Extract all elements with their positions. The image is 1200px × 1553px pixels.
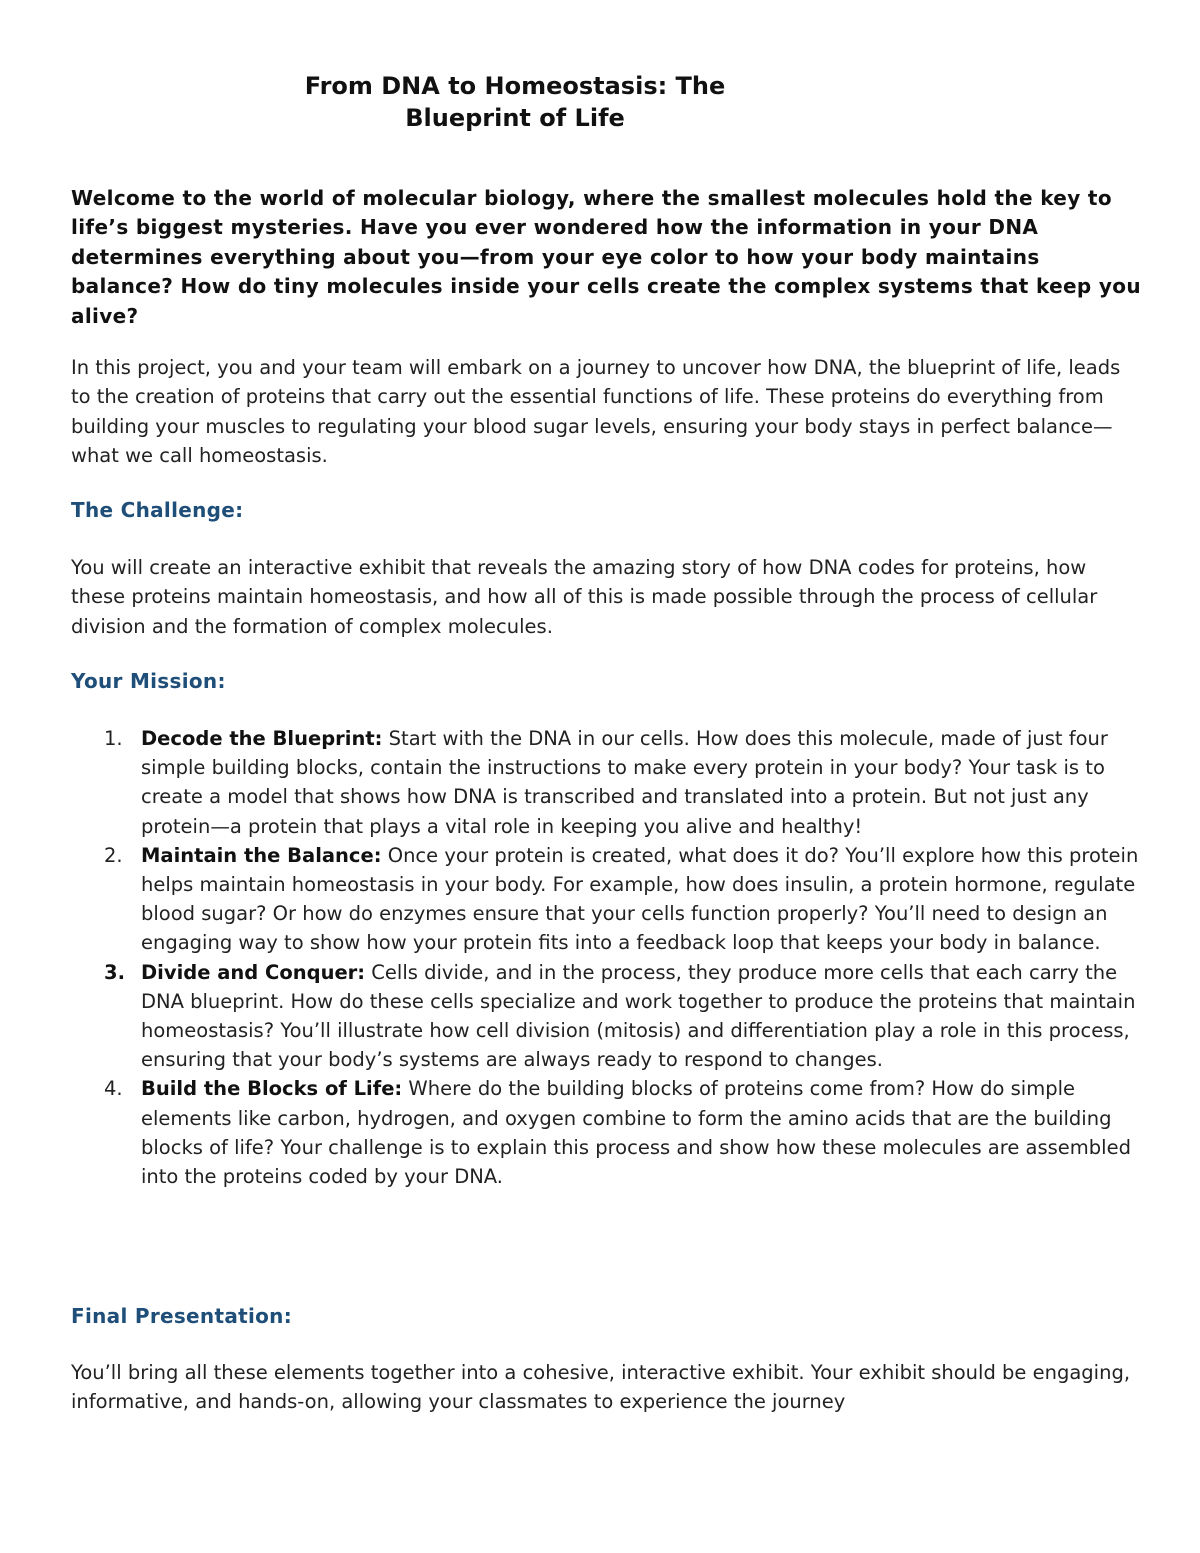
mission-item-lead: Decode the Blueprint: [141, 727, 383, 750]
title-line-2: Blueprint of Life [405, 104, 625, 132]
project-paragraph: In this project, you and your team will embark on a journey to uncover how DNA, the blueprint of life, leads to the creation of proteins that carry out the essential functions of life. These proteins do everything from building your muscles to regulating your blood sugar levels, ensuring your body stays in perfect balance—what we call homeostasis. [71, 356, 1121, 468]
mission-item-text: Where do the building blocks of proteins come from? How do simple elements like carbon, hydrogen, and oxygen combine to form the amino acids that are the building blocks of life? Your challenge is to explain this process and show how these molecules are assembled into the proteins coded by your DNA. [141, 1077, 1131, 1189]
challenge-paragraph: You will create an interactive exhibit that reveals the amazing story of how DNA codes for proteins, how these proteins maintain homeostasis, and how all of this is made possible through the process of cellular division and the formation of complex molecules. [71, 556, 1098, 638]
mission-list [71, 724, 1141, 1191]
mission-item-lead: Divide and Conquer: [141, 960, 366, 984]
mission-item-text: Start with the DNA in our cells. How does this molecule, made of just four simple building blocks, contain the instructions to make every protein in your body? Your task is to create a model that shows how DNA is transcribed and translated into a protein. But not just any protein—a protein that plays a vital role in keeping you alive and healthy! [141, 727, 1108, 838]
title-line-1: From DNA to Homeostasis: The [304, 72, 726, 100]
mission-item-text: Cells divide, and in the process, they produce more cells that each carry the DNA blueprint. How do these cells specialize and work together to produce the proteins that maintain homeostasis? You’ll illustrate how cell division (mitosis) and differentiation play a role in this process, ensuring that your body’s systems are always ready to respond to changes. [141, 960, 1136, 1072]
mission-heading: Your Mission: [71, 669, 226, 693]
challenge-heading: The Challenge: [71, 498, 244, 522]
mission-item-lead: Maintain the Balance: [141, 843, 382, 867]
intro-paragraph: Welcome to the world of molecular biology, where the smallest molecules hold the key to life’s biggest mysteries. Have you ever wondered how the information in your DNA determines everything about you—from your eye color to how your body maintains balance? How do tiny molecules inside your cells create the complex systems that keep you alive? [71, 186, 1141, 328]
mission-item-number: 3. [104, 960, 125, 984]
mission-item-lead: Build the Blocks of Life: [141, 1077, 403, 1101]
mission-item-number: 4. [104, 1077, 123, 1101]
mission-item-text: Once your protein is created, what does it do? You’ll explore how this protein helps maintain homeostasis in your body. For example, how does insulin, a protein hormone, regulate blood sugar? Or how do enzymes ensure that your cells function properly? You’ll need to design an engaging way to show how your protein fits into a feedback loop that keeps your body in balance. [141, 843, 1139, 955]
mission-item-4 [71, 1074, 1141, 1191]
mission-item-2 [71, 841, 1141, 958]
final-paragraph: You’ll bring all these elements together into a cohesive, interactive exhibit. Your exhibit should be engaging, informative, and hands-on, allowing your classmates to experience the journey [71, 1361, 1131, 1414]
mission-item-number: 2. [104, 843, 123, 867]
mission-item-1 [71, 724, 1141, 841]
mission-item-number: 1. [104, 727, 123, 750]
final-heading: Final Presentation: [71, 1304, 293, 1328]
document-title [250, 70, 780, 134]
mission-item-3 [71, 958, 1141, 1075]
